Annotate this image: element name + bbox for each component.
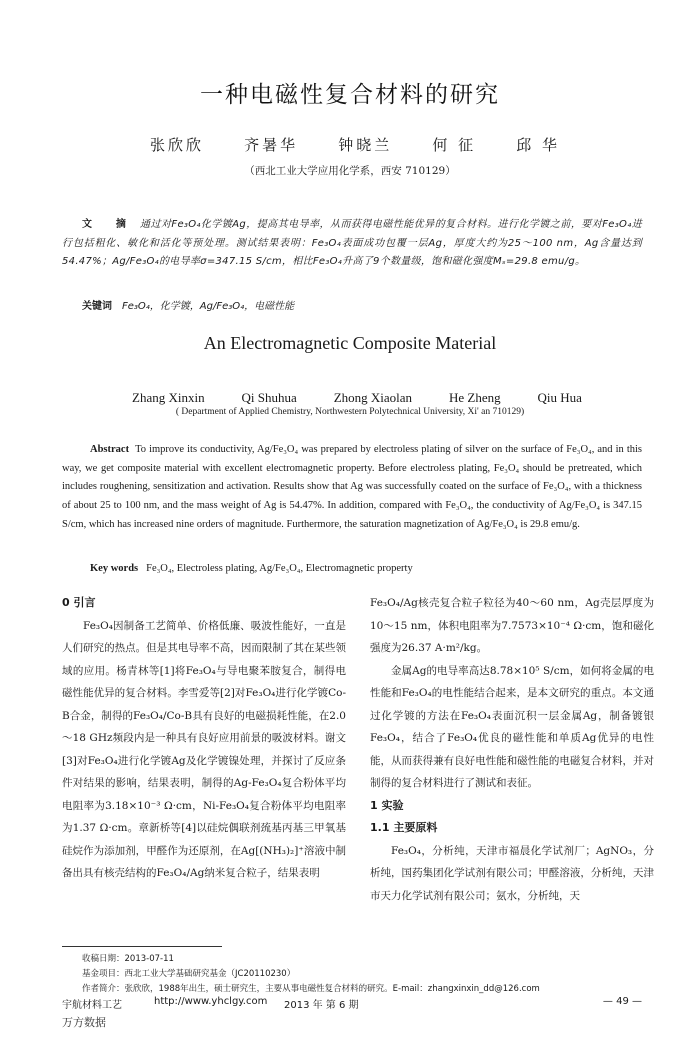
journal-url: http://www.yhclgy.com [154,996,268,1007]
body-paragraph: Fe₃O₄因制备工艺简单、价格低廉、吸波性能好，一直是人们研究的热点。但是其电导率不高，因而限制了其在某些领域的应用。杨青林等[1]将Fe₃O₄与导电聚苯胺复合，制得电磁性能优异的复合材料。李雪爱等[2]对Fe₃O₄进行化学镀Co-B合金，制得的Fe₃O₄/Co-B具有良好的电磁损耗性能，在2.0～18 GHz频段内是一种具有良好应用前景的吸波材料。谢文[3]对Fe₃O₄进行化学镀Ag及化学镀镍处理，并探讨了反应条件对结果的影响，结果表明，制得的Ag-Fe₃O₄复合粉体平均电阻率为3.18×10⁻³ Ω·cm，Ni-Fe₃O₄复合粉体平均电阻率为1.37 Ω·cm。章新桥等[4]以硅烷偶联剂巯基丙基三甲氧基硅烷作为添加剂，甲醛作为还原剂，在Ag[(NH₃)₂]⁺溶液中制备出具有核壳结构的Fe₃O₄/Ag纳米复合粒子，结果表明 [62,619,346,879]
abstract-en [62,441,642,535]
footnote-fund: 基金项目：西北工业大学基础研究基金（JC20110230） [82,969,296,980]
author-cn: 何 征 [432,136,477,154]
section-heading-introduction: 0 引言 [62,596,96,609]
author-cn: 邱 华 [516,136,560,154]
keywords-en-label: Key words [90,563,139,574]
abstract-cn-text: 通过对Fe₃O₄化学镀Ag，提高其电导率，从而获得电磁性能优异的复合材料。进行化学镀之前，要对Fe₃O₄进行包括粗化、敏化和活化等预处理。测试结果表明：Fe₃O₄表面成功包覆一层Ag，厚度大约为25～100 nm，Ag含量达到54.47%；Ag/Fe₃O₄的电导率σ=347.15 S/cm，相比Fe₃O₄升高了9个数量级，饱和磁化强度Mₛ=29.8 emu/g。 [62,219,642,267]
footnote-author: 作者简介：张欣欣，1988年出生，硕士研究生，主要从事电磁性复合材料的研究。E-mail：zhangxinxin_dd@126.com [82,984,540,995]
keywords-cn [82,297,642,312]
footnote-received: 收稿日期：2013-07-11 [82,954,174,964]
keywords-en-text: Fe₃O₄, Electroless plating, Ag/Fe₃O₄, Electromagnetic property [146,563,413,574]
author-en: Zhang Xinxin [132,390,205,405]
keywords-en [90,563,640,574]
body-paragraph: Fe₃O₄/Ag核壳复合粒子粒径为40～60 nm，Ag壳层厚度为10～15 nm，体积电阻率为7.7573×10⁻⁴ Ω·cm，饱和磁化强度为26.37 A·m²/kg。 [370,597,654,654]
author-cn: 齐暑华 [244,136,299,154]
body-column-left [62,592,346,885]
author-en: Qi Shuhua [241,390,297,405]
author-list-cn [150,134,560,155]
page-number: — 49 — [602,996,642,1007]
author-cn: 张欣欣 [150,136,205,154]
author-list-en [132,390,582,406]
abstract-cn [62,216,642,272]
body-paragraph: 金属Ag的电导率高达8.78×10⁵ S/cm，如何将金属的电性能和Fe₃O₄的电性能结合起来，是本文研究的重点。本文通过化学镀的方法在Fe₃O₄表面沉积一层金属Ag，制备镀银Fe₃O₄，结合了Fe₃O₄优良的磁性能和单质Ag优异的电性能，从而获得兼有良好电性能和磁性能的电磁复合材料，并对制得的复合材料进行了测试和表征。 [370,664,654,789]
subsection-heading-materials: 1.1 主要原料 [370,821,438,834]
abstract-en-text: To improve its conductivity, Ag/Fe₃O₄ was prepared by electroless plating of silver on the surface of Fe₃O₄, and in this way, we get composite material with excellent electromagnetic property. Before electroless plating, Fe₃O₄ should be pretreated, which includes roughening, sensitization and activation. Results show that Ag was successfully coated on the surface of Fe₃O₄, with a thickness of about 25 to 100 nm, and the mass weight of Ag is 54.47%. In addition, compared with Fe₃O₄, the conductivity of Ag/Fe₃O₄ is 347.15 S/cm, which has increased nine orders of magnitude. Furthermore, the saturation magnetization of Ag/Fe₃O₄ is 29.8 emu/g. [62,444,642,530]
body-paragraph: Fe₃O₄，分析纯，天津市福晨化学试剂厂；AgNO₃，分析纯，国药集团化学试剂有限公司；甲醛溶液，分析纯，天津市天力化学试剂有限公司；氨水，分析纯，天 [370,844,654,902]
author-en: He Zheng [448,390,501,405]
abstract-en-label: Abstract [90,444,130,455]
keywords-cn-label: 关键词 [82,301,112,312]
journal-name: 宇航材料工艺 [62,1000,122,1011]
keywords-cn-text: Fe₃O₄，化学镀，Ag/Fe₃O₄，电磁性能 [122,301,295,312]
abstract-cn-label: 文 摘 [82,219,136,230]
paper-title-cn: 一种电磁性复合材料的研究 [200,82,500,108]
issue-info: 2013 年 第 6 期 [284,1000,359,1011]
author-cn: 钟晓兰 [338,136,393,154]
author-en: Qiu Hua [537,390,582,405]
watermark-text: 万方数据 [62,1016,106,1029]
body-column-right [370,592,654,907]
affiliation-en: ( Department of Applied Chemistry, Northwestern Polytechnical University, Xi' an 710129) [175,407,525,417]
author-en: Zhong Xiaolan [333,390,413,405]
section-heading-experiment: 1 实验 [370,798,404,812]
footnote-divider [62,946,222,947]
paper-title-en: An Electromagnetic Composite Material [203,333,497,353]
affiliation-cn: （西北工业大学应用化学系，西安 710129） [244,165,456,177]
footnotes [82,952,642,998]
